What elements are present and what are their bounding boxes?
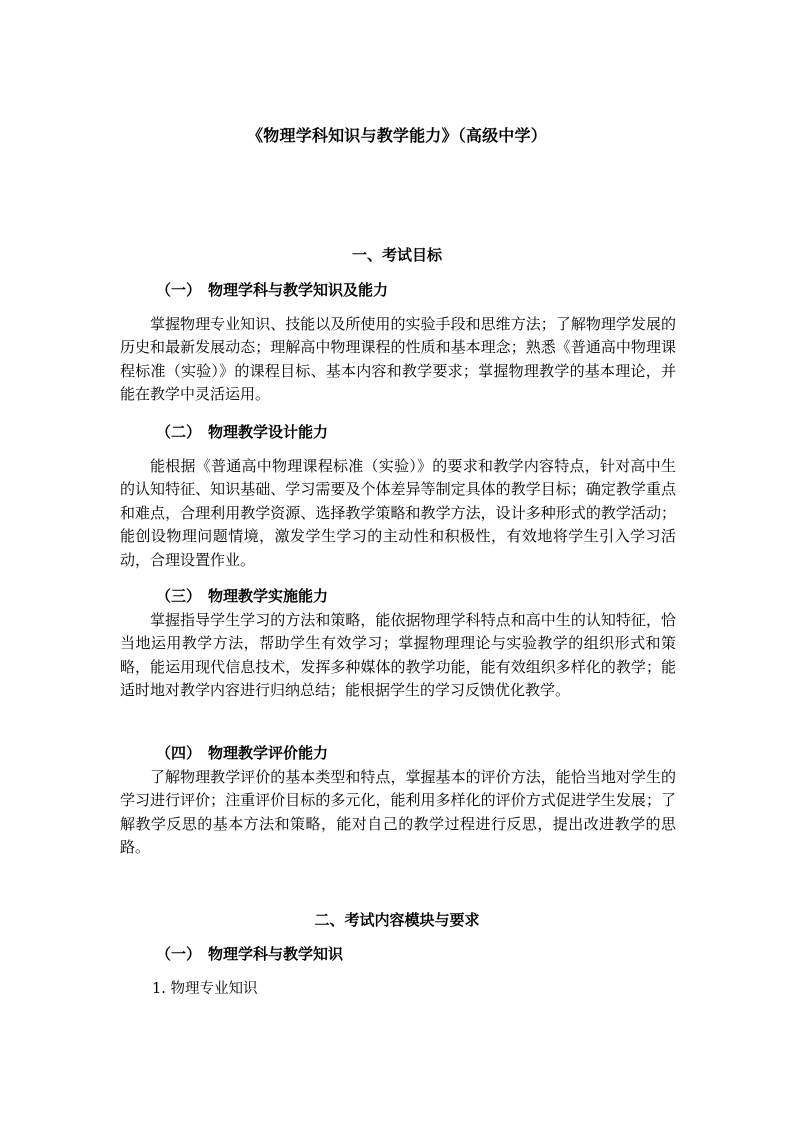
- subsection-number: （一）: [156, 945, 202, 963]
- subsection-heading-2: [156, 421, 328, 442]
- subsection-heading-1: [156, 279, 388, 300]
- subsection-number: （三）: [156, 587, 202, 605]
- subsection-title: 物理教学评价能力: [208, 744, 329, 762]
- section-heading-exam-objectives: 一、考试目标: [351, 246, 442, 264]
- subsection-title: 物理教学实施能力: [208, 587, 329, 605]
- subsection-number: （四）: [156, 744, 202, 762]
- subsection-title: 物理学科与教学知识及能力: [208, 281, 389, 299]
- paragraph-implementation-ability: 掌握指导学生学习的方法和策略，能依据物理学科特点和高中生的认知特征，恰当地运用教学方法，帮助学生有效学习；掌握物理理论与实验教学的组织形式和策略，能运用现代信息技术，发挥多种媒体的教学功能，能有效组织多样化的教学；能适时地对教学内容进行归纳总结；能根据学生的学习反馈优化教学。: [120, 611, 676, 700]
- section-heading-exam-content: 二、考试内容模块与要求: [314, 911, 480, 929]
- subsection-number: （一）: [156, 281, 202, 299]
- subsection-heading-content-1: [156, 943, 343, 964]
- paragraph-evaluation-ability: 了解物理教学评价的基本类型和特点，掌握基本的评价方法，能恰当地对学生的学习进行评价；注重评价目标的多元化，能利用多样化的评价方式促进学生发展；了解教学反思的基本方法和策略，能对自己的教学过程进行反思，提出改进教学的思路。: [120, 768, 676, 857]
- document-title: 《物理学科知识与教学能力》（高级中学）: [247, 126, 547, 145]
- paragraph-knowledge-ability: 掌握物理专业知识、技能以及所使用的实验手段和思维方法；了解物理学发展的历史和最新发展动态；理解高中物理课程的性质和基本理念；熟悉《普通高中物理课程标准（实验）》的课程目标、基本内容和教学要求；掌握物理教学的基本理论，并能在教学中灵活运用。: [120, 315, 676, 404]
- subsection-heading-4: [156, 742, 328, 763]
- subsection-title: 物理教学设计能力: [208, 423, 329, 441]
- subsection-number: （二）: [156, 423, 202, 441]
- list-item-physics-knowledge: 1. 物理专业知识: [152, 981, 258, 997]
- paragraph-design-ability: 能根据《普通高中物理课程标准（实验）》的要求和教学内容特点，针对高中生的认知特征、知识基础、学习需要及个体差异等制定具体的教学目标；确定教学重点和难点，合理利用教学资源、选择教学策略和教学方法，设计多种形式的教学活动；能创设物理问题情境，激发学生学习的主动性和积极性，有效地将学生引入学习活动，合理设置作业。: [120, 457, 676, 569]
- subsection-title: 物理学科与教学知识: [208, 945, 344, 963]
- subsection-heading-3: [156, 585, 328, 606]
